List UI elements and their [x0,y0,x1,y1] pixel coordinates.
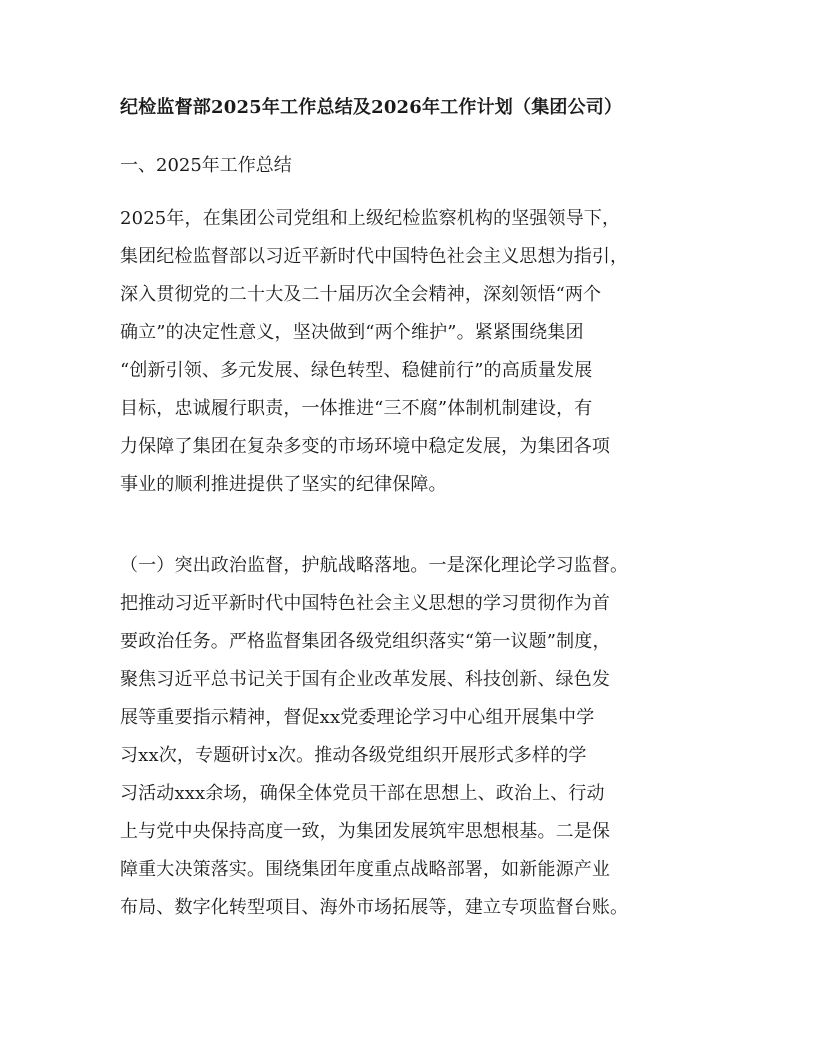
paragraph-line: 上与党中央保持高度一致，为集团发展筑牢思想根基。二是保 [120,821,611,842]
paragraph-line: 确立”的决定性意义，坚决做到“两个维护”。紧紧围绕集团 [120,322,584,343]
paragraph-line: 集团纪检监督部以习近平新时代中国特色社会主义思想为指引， [120,246,629,267]
section-heading: 一、2025年工作总结 [120,155,292,176]
paragraph-political-supervision [120,547,720,927]
paragraph-line: 深入贯彻党的二十大及二十届历次全会精神，深刻领悟“两个 [120,284,602,305]
paragraph-summary [120,200,720,504]
paragraph-line: 事业的顺利推进提供了坚实的纪律保障。 [120,474,447,495]
paragraph-line: 习活动xxx余场，确保全体党员干部在思想上、政治上、行动 [120,783,605,804]
paragraph-line: （一）突出政治监督，护航战略落地。一是深化理论学习监督。 [120,555,629,576]
paragraph-line: 目标，忠诚履行职责，一体推进“三不腐”体制机制建设，有 [120,398,593,419]
paragraph-line: 聚焦习近平总书记关于国有企业改革发展、科技创新、绿色发 [120,669,611,690]
paragraph-line: 展等重要指示精神，督促xx党委理论学习中心组开展集中学 [120,707,595,728]
paragraph-line: 2025年，在集团公司党组和上级纪检监察机构的坚强领导下， [120,208,621,229]
paragraph-line: 习xx次，专题研讨x次。推动各级党组织开展形式多样的学 [120,745,587,766]
paragraph-line: 把推动习近平新时代中国特色社会主义思想的学习贯彻作为首 [120,593,611,614]
paragraph-line: 要政治任务。严格监督集团各级党组织落实“第一议题”制度， [120,631,611,652]
document-title: 纪检监督部2025年工作总结及2026年工作计划（集团公司） [120,97,623,118]
paragraph-line: 力保障了集团在复杂多变的市场环境中稳定发展，为集团各项 [120,436,611,457]
paragraph-line: 障重大决策落实。围绕集团年度重点战略部署，如新能源产业 [120,859,611,880]
paragraph-line: “创新引领、多元发展、绿色转型、稳健前行”的高质量发展 [120,360,593,381]
paragraph-line: 布局、数字化转型项目、海外市场拓展等，建立专项监督台账。 [120,897,629,918]
